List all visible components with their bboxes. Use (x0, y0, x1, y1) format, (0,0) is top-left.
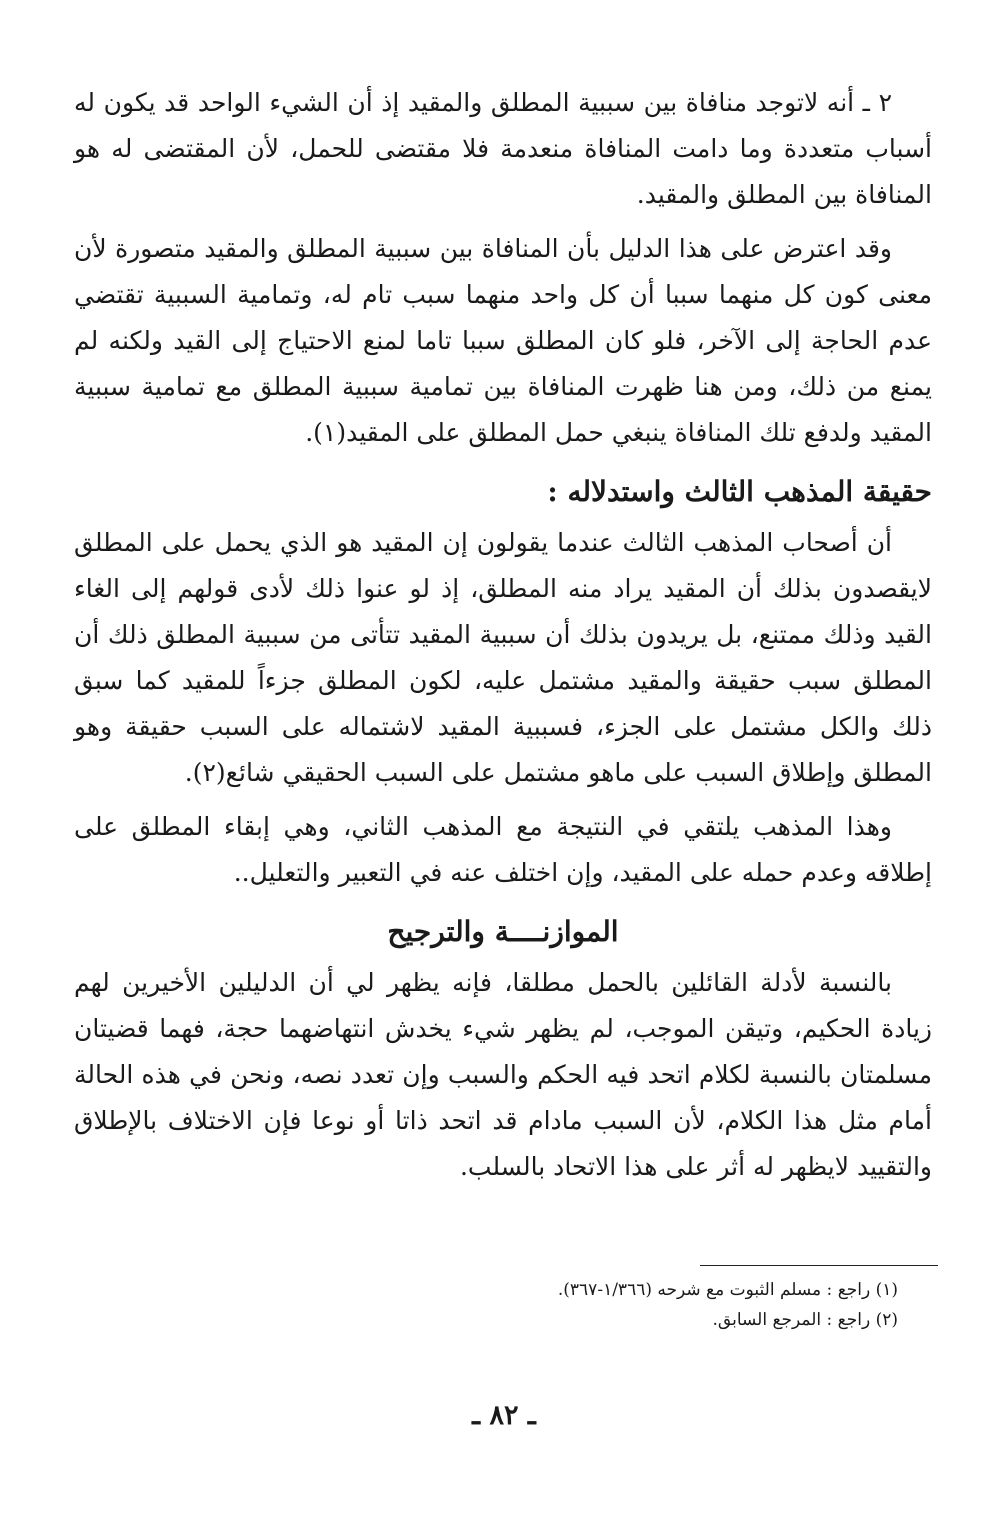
footnote-divider (700, 1265, 938, 1266)
paragraph-2: وقد اعترض على هذا الدليل بأن المنافاة بين سببية المطلق والمقيد متصورة لأن معنى كون كل منهما سببا أن كل واحد منهما سبب تام له، وتمامية السببية تقتضي عدم الحاجة إلى الآخر، فلو كان المطلق سببا تاما لمنع الاحتياج إلى القيد ولكنه لم يمنع من ذلك، ومن هنا ظهرت المنافاة بين تمامية سببية المطلق مع تمامية سببية المقيد ولدفع تلك المنافاة ينبغي حمل المطلق على المقيد(١). (74, 234, 932, 447)
footnote-1: (١) راجع : مسلم الثبوت مع شرحه (١/٣٦٦-٣٦٧). (557, 1280, 898, 1300)
paragraph-4: وهذا المذهب يلتقي في النتيجة مع المذهب الثاني، وهي إبقاء المطلق على إطلاقه وعدم حمله على المقيد، وإن اختلف عنه في التعبير والتعليل.. (74, 812, 932, 887)
footnotes (298, 1275, 898, 1335)
paragraph-3: أن أصحاب المذهب الثالث عندما يقولون إن المقيد هو الذي يحمل على المطلق لايقصدون بذلك أن المقيد يراد منه المطلق، إذ لو عنوا ذلك لأدى قولهم إلى الغاء القيد وذلك ممتنع، بل يريدون بذلك أن سببية المقيد تتأتى من سببية المطلق ذلك أن المطلق سبب حقيقة والمقيد مشتمل عليه، لكون المطلق جزءاً للمقيد كما سبق ذلك والكل مشتمل على الجزء، فسببية المقيد لاشتماله على السبب حقيقة وهو المطلق وإطلاق السبب على ماهو مشتمل على السبب الحقيقي شائع(٢). (74, 528, 932, 787)
page-number: ـ ٨٢ ـ (472, 1400, 536, 1431)
page-body (74, 80, 932, 1190)
section-heading-third-school: حقيقة المذهب الثالث واستدلاله : (547, 475, 932, 508)
paragraph-5: بالنسبة لأدلة القائلين بالحمل مطلقا، فإنه يظهر لي أن الدليلين الأخيرين لهم زيادة الحكيم، وتيقن الموجب، لم يظهر شيء يخدش انتهاضهما حجة، فهما قضيتان مسلمتان بالنسبة لكلام اتحد فيه الحكم والسبب وإن تعدد نصه، ونحن في هذه الحالة أمام مثل هذا الكلام، لأن السبب مادام قد اتحد ذاتا أو نوعا فإن الاختلاف بالإطلاق والتقييد لايظهر له أثر على هذا الاتحاد بالسلب. (74, 968, 932, 1181)
footnote-2: (٢) راجع : المرجع السابق. (712, 1310, 898, 1330)
section-heading-comparison: الموازنــــة والترجيح (387, 915, 619, 948)
paragraph-1: ٢ ـ أنه لاتوجد منافاة بين سببية المطلق والمقيد إذ أن الشيء الواحد قد يكون له أسباب متعددة وما دامت المنافاة منعدمة فلا مقتضى للحمل، لأن المقتضى له هو المنافاة بين المطلق والمقيد. (74, 88, 932, 209)
